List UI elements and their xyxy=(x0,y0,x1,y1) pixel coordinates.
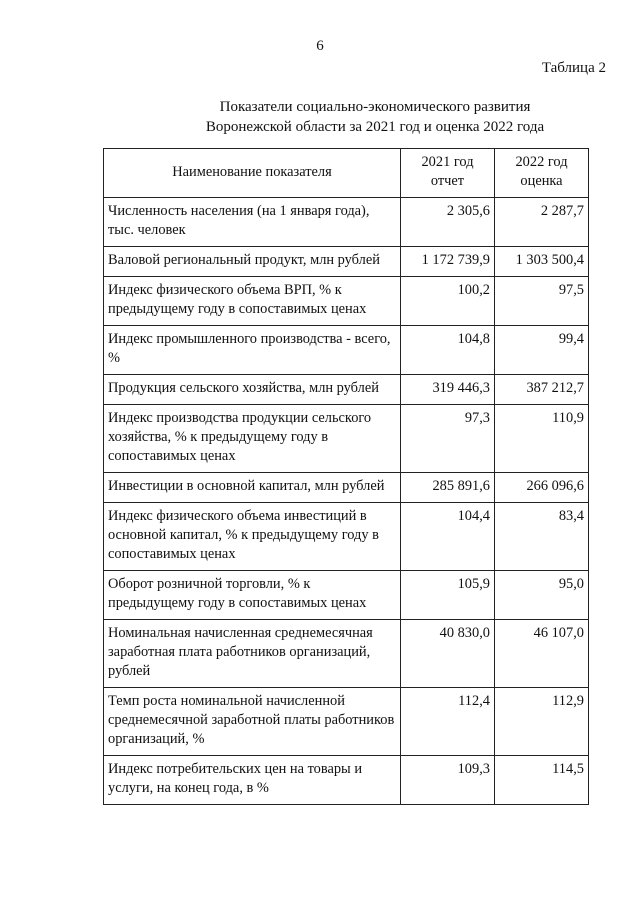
table-body xyxy=(104,198,589,805)
table-row xyxy=(104,277,589,326)
value-2022-cell: 387 212,7 xyxy=(495,375,589,405)
title-line-2: Воронежской области за 2021 год и оценка 2022 года xyxy=(205,119,545,135)
indicator-name-cell: Инвестиции в основной капитал, млн рублей xyxy=(104,473,401,503)
header-2022-type: оценка xyxy=(520,173,563,189)
value-2021-cell: 40 830,0 xyxy=(401,620,495,688)
table-label: Таблица 2 xyxy=(541,60,606,76)
indicator-name-cell: Темп роста номинальной начисленной среднемесячной заработной платы работников организаций, % xyxy=(104,688,401,756)
value-2021-cell: 1 172 739,9 xyxy=(401,247,495,277)
value-2022-cell: 2 287,7 xyxy=(495,198,589,247)
value-2021-cell: 319 446,3 xyxy=(401,375,495,405)
indicator-name-cell: Индекс потребительских цен на товары и услуги, на конец года, в % xyxy=(104,756,401,805)
table-row xyxy=(104,571,589,620)
header-2021-year: 2021 год xyxy=(421,154,474,170)
document-title xyxy=(180,97,570,137)
value-2021-cell: 112,4 xyxy=(401,688,495,756)
header-indicator-name: Наименование показателя xyxy=(104,149,401,198)
value-2021-cell: 104,4 xyxy=(401,503,495,571)
value-2022-cell: 97,5 xyxy=(495,277,589,326)
table-row xyxy=(104,405,589,473)
value-2021-cell: 104,8 xyxy=(401,326,495,375)
table-row xyxy=(104,198,589,247)
table-row xyxy=(104,247,589,277)
value-2021-cell: 105,9 xyxy=(401,571,495,620)
table-row xyxy=(104,688,589,756)
indicator-name-cell: Продукция сельского хозяйства, млн рублей xyxy=(104,375,401,405)
value-2022-cell: 110,9 xyxy=(495,405,589,473)
value-2022-cell: 112,9 xyxy=(495,688,589,756)
indicator-name-cell: Валовой региональный продукт, млн рублей xyxy=(104,247,401,277)
value-2022-cell: 266 096,6 xyxy=(495,473,589,503)
value-2022-cell: 83,4 xyxy=(495,503,589,571)
table-row xyxy=(104,756,589,805)
indicator-name-cell: Индекс физического объема инвестиций в основной капитал, % к предыдущему году в сопоставимых ценах xyxy=(104,503,401,571)
table-header-row xyxy=(104,149,589,198)
value-2021-cell: 109,3 xyxy=(401,756,495,805)
table-row xyxy=(104,326,589,375)
header-2022 xyxy=(495,149,589,198)
title-line-1: Показатели социально-экономического развития xyxy=(219,99,531,115)
indicators-table xyxy=(103,148,589,805)
header-2021-type: отчет xyxy=(430,173,465,189)
header-2021 xyxy=(401,149,495,198)
value-2021-cell: 2 305,6 xyxy=(401,198,495,247)
value-2022-cell: 114,5 xyxy=(495,756,589,805)
value-2022-cell: 46 107,0 xyxy=(495,620,589,688)
value-2021-cell: 100,2 xyxy=(401,277,495,326)
value-2022-cell: 99,4 xyxy=(495,326,589,375)
value-2021-cell: 285 891,6 xyxy=(401,473,495,503)
indicator-name-cell: Индекс промышленного производства - всего, % xyxy=(104,326,401,375)
indicator-name-cell: Номинальная начисленная среднемесячная заработная плата работников организаций, рублей xyxy=(104,620,401,688)
indicator-name-cell: Индекс производства продукции сельского хозяйства, % к предыдущему году в сопоставимых ценах xyxy=(104,405,401,473)
indicator-name-cell: Численность населения (на 1 января года), тыс. человек xyxy=(104,198,401,247)
table-row xyxy=(104,375,589,405)
header-2022-year: 2022 год xyxy=(515,154,568,170)
table-row xyxy=(104,473,589,503)
table-row xyxy=(104,503,589,571)
value-2022-cell: 95,0 xyxy=(495,571,589,620)
indicator-name-cell: Индекс физического объема ВРП, % к предыдущему году в сопоставимых ценах xyxy=(104,277,401,326)
value-2022-cell: 1 303 500,4 xyxy=(495,247,589,277)
indicator-name-cell: Оборот розничной торговли, % к предыдущему году в сопоставимых ценах xyxy=(104,571,401,620)
value-2021-cell: 97,3 xyxy=(401,405,495,473)
table-row xyxy=(104,620,589,688)
page-number: 6 xyxy=(316,38,324,54)
